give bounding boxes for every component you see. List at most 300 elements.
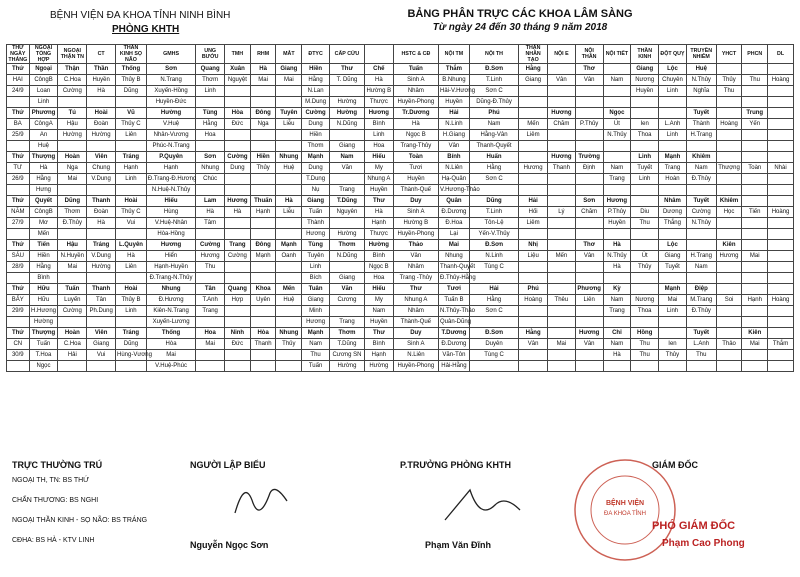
table-cell: Huyền	[603, 218, 631, 229]
table-cell: M.Dung	[302, 97, 330, 108]
table-cell: Hiếu	[364, 284, 393, 295]
table-cell: Vui	[87, 350, 116, 361]
table-cell: Hiển	[146, 251, 195, 262]
table-cell	[768, 119, 794, 130]
column-header: THẦN KINH SỌ NÃO	[116, 45, 147, 64]
table-cell: Nương	[631, 75, 659, 86]
table-cell: Vân	[519, 339, 548, 350]
table-cell: Thứ	[7, 196, 30, 207]
table-cell: Dũng	[58, 196, 87, 207]
table-cell	[575, 185, 603, 196]
table-cell	[276, 97, 302, 108]
table-cell: Tân	[196, 284, 225, 295]
table-cell: Liên	[116, 130, 147, 141]
table-cell: Dũng	[469, 196, 518, 207]
table-cell	[58, 317, 87, 328]
table-cell	[631, 185, 659, 196]
table-cell: Hải	[58, 350, 87, 361]
table-cell: V.Huệ-Phúc	[146, 361, 195, 372]
table-cell: Linh	[116, 306, 147, 317]
on-call-line: NGOẠI TH, TN: BS THỨ	[12, 477, 90, 484]
table-cell: Hải-V.Hương	[438, 86, 469, 97]
table-cell: Thủy C	[116, 207, 147, 218]
table-cell: Tùng C	[469, 350, 518, 361]
table-cell: Mai	[196, 339, 225, 350]
table-cell: L.Anh	[686, 339, 716, 350]
table-cell: Bính	[438, 152, 469, 163]
table-cell	[575, 350, 603, 361]
table-cell: P.Thủy	[603, 207, 631, 218]
table-cell: Thống	[116, 64, 147, 75]
table-cell: Chúc	[196, 174, 225, 185]
table-cell: Giang	[276, 64, 302, 75]
table-cell: Điệp	[686, 284, 716, 295]
table-cell	[87, 141, 116, 152]
table-cell	[603, 229, 631, 240]
table-cell	[548, 97, 576, 108]
table-cell: My	[364, 295, 393, 306]
table-cell: Vân	[575, 251, 603, 262]
table-cell: Giang	[302, 196, 330, 207]
table-cell	[469, 361, 518, 372]
table-cell: Chuyên	[659, 75, 687, 86]
table-cell: Nam	[603, 75, 631, 86]
table-cell: Hiếu	[364, 152, 393, 163]
table-cell	[250, 306, 276, 317]
table-cell: Cường	[225, 152, 251, 163]
table-cell: Linh	[364, 130, 393, 141]
table-cell	[519, 229, 548, 240]
table-cell: Kỳ	[603, 284, 631, 295]
table-cell: Thắm	[438, 64, 469, 75]
table-cell: Nguyên	[329, 207, 364, 218]
table-cell: Bình	[364, 339, 393, 350]
table-cell: Linh	[659, 306, 687, 317]
table-cell: BA	[7, 119, 30, 130]
table-cell: Khiêm	[716, 196, 742, 207]
table-cell	[768, 262, 794, 273]
table-cell: Hường	[29, 317, 58, 328]
table-cell	[276, 218, 302, 229]
table-cell: Tuấn	[302, 361, 330, 372]
table-cell	[548, 185, 576, 196]
table-cell	[250, 130, 276, 141]
table-cell: L.Anh	[659, 119, 687, 130]
table-cell: Tuấn	[29, 339, 58, 350]
table-cell	[276, 273, 302, 284]
table-cell	[276, 141, 302, 152]
table-cell: Đức	[225, 119, 251, 130]
table-cell: Mai	[742, 251, 768, 262]
schedule-title: BẢNG PHÂN TRỰC CÁC KHOA LÂM SÀNG	[407, 8, 633, 20]
table-cell: Thủy C	[116, 119, 147, 130]
vice-director-role: PHÓ GIÁM ĐỐC	[652, 520, 736, 532]
table-cell: Nam	[469, 119, 518, 130]
table-cell	[603, 141, 631, 152]
table-cell: Mạnh	[250, 251, 276, 262]
table-cell: Thứ	[7, 108, 30, 119]
table-cell: Quang	[225, 284, 251, 295]
table-cell	[768, 328, 794, 339]
table-cell: Dũng	[116, 339, 147, 350]
table-cell: Huyền-Phong	[393, 97, 438, 108]
column-header: NGOẠI THẬN TN	[58, 45, 87, 64]
table-cell	[742, 152, 768, 163]
table-cell: Hằng	[469, 295, 518, 306]
table-cell: Nhung	[438, 251, 469, 262]
table-cell: Thủy B	[116, 75, 147, 86]
table-cell: Yến	[742, 119, 768, 130]
table-cell	[87, 273, 116, 284]
table-cell: Hằng	[302, 75, 330, 86]
table-row	[7, 207, 794, 218]
svg-text:ĐA KHOA TỈNH: ĐA KHOA TỈNH	[604, 511, 646, 517]
table-cell	[87, 185, 116, 196]
column-header: TMH	[225, 45, 251, 64]
table-cell: Hùng-Vương	[116, 350, 147, 361]
table-cell: Huấn	[469, 152, 518, 163]
table-cell: Ien	[659, 339, 687, 350]
table-cell: Hợp	[225, 295, 251, 306]
table-cell: Thủy B	[116, 295, 147, 306]
table-cell	[686, 240, 716, 251]
table-cell: Nhâm	[659, 196, 687, 207]
column-header: GMHS	[146, 45, 195, 64]
table-cell	[276, 317, 302, 328]
table-cell	[250, 86, 276, 97]
table-cell: Cường	[686, 207, 716, 218]
table-row	[7, 108, 794, 119]
deputy-head-title: P.TRƯỞNG PHÒNG KHTH	[400, 460, 511, 470]
column-header: ĐỘT QUỴ	[659, 45, 687, 64]
table-cell	[631, 229, 659, 240]
table-cell: Hương	[302, 229, 330, 240]
table-cell: Thơm	[302, 141, 330, 152]
table-cell	[519, 317, 548, 328]
table-cell: Xuyến-Hồng	[146, 86, 195, 97]
table-cell: Nam	[302, 339, 330, 350]
table-cell	[196, 317, 225, 328]
table-cell	[716, 306, 742, 317]
table-cell: Vân	[438, 141, 469, 152]
table-cell: Thu	[302, 350, 330, 361]
column-header: NỘI TM	[438, 45, 469, 64]
table-cell: Hường	[329, 108, 364, 119]
table-cell	[250, 229, 276, 240]
table-cell: Tuyết	[686, 328, 716, 339]
table-cell: Dung	[302, 119, 330, 130]
table-row	[7, 361, 794, 372]
table-cell	[196, 141, 225, 152]
table-cell: Đ.Hoa	[438, 218, 469, 229]
table-cell: N.Dũng	[329, 119, 364, 130]
table-cell	[575, 317, 603, 328]
table-cell: Thu	[631, 218, 659, 229]
table-cell: Toàn	[393, 152, 438, 163]
table-cell	[469, 273, 518, 284]
table-cell: Hữu	[29, 284, 58, 295]
table-cell: Học	[716, 207, 742, 218]
column-header: UNG BƯỚU	[196, 45, 225, 64]
table-cell: Thu	[742, 75, 768, 86]
table-cell	[742, 218, 768, 229]
table-cell: Thơm	[196, 75, 225, 86]
table-cell	[768, 284, 794, 295]
table-cell: Huyền	[364, 317, 393, 328]
table-cell	[329, 306, 364, 317]
table-cell	[58, 229, 87, 240]
table-cell: Liêm	[519, 130, 548, 141]
document-footer	[0, 455, 800, 577]
table-cell	[329, 130, 364, 141]
table-row	[7, 86, 794, 97]
table-cell: H.Hương	[29, 306, 58, 317]
table-cell	[196, 361, 225, 372]
table-cell: Hường	[364, 240, 393, 251]
table-cell: Chăm	[548, 119, 576, 130]
table-cell: Liêm	[519, 218, 548, 229]
table-cell: Phú	[469, 108, 518, 119]
table-cell: 29/9	[7, 306, 30, 317]
table-cell: Hà	[603, 350, 631, 361]
table-cell: Dũng	[116, 86, 147, 97]
table-cell: Tuyết	[686, 108, 716, 119]
table-cell	[603, 361, 631, 372]
table-cell: Mến	[29, 229, 58, 240]
table-cell: Chỉ	[603, 328, 631, 339]
table-cell	[116, 361, 147, 372]
table-cell: Giang	[87, 339, 116, 350]
table-cell: Duy	[393, 196, 438, 207]
table-cell: Ngọc B	[364, 262, 393, 273]
table-cell	[196, 97, 225, 108]
table-cell: Thứ	[7, 152, 30, 163]
table-cell: Thứ	[7, 64, 30, 75]
table-cell: Hải	[469, 284, 518, 295]
table-cell	[659, 317, 687, 328]
table-cell	[519, 262, 548, 273]
table-cell	[548, 130, 576, 141]
table-cell: T.Dương	[438, 328, 469, 339]
table-cell	[768, 152, 794, 163]
table-cell	[116, 317, 147, 328]
table-cell	[548, 229, 576, 240]
table-cell: Viên	[87, 328, 116, 339]
table-cell: Thượng	[29, 328, 58, 339]
table-cell: Thượng	[716, 163, 742, 174]
table-cell: Tuyên	[302, 251, 330, 262]
table-cell: Liễu	[276, 207, 302, 218]
table-cell	[575, 130, 603, 141]
table-cell: N.Liên	[438, 163, 469, 174]
table-cell: Nhân-Vương	[146, 130, 195, 141]
table-cell	[58, 361, 87, 372]
table-cell: N.Thủy	[603, 130, 631, 141]
table-cell: Trang-Thủy	[393, 141, 438, 152]
table-cell: Thanh	[250, 339, 276, 350]
table-cell: Hà	[250, 64, 276, 75]
table-cell: Bình	[29, 273, 58, 284]
table-cell	[329, 174, 364, 185]
table-cell	[631, 196, 659, 207]
table-cell: Hà	[196, 207, 225, 218]
table-cell	[7, 97, 30, 108]
table-cell	[196, 229, 225, 240]
table-cell: Cương SN	[329, 350, 364, 361]
table-cell: Đông	[250, 240, 276, 251]
table-cell: Định	[575, 163, 603, 174]
table-cell	[250, 97, 276, 108]
table-cell: Linh	[196, 86, 225, 97]
column-header: MẮT	[276, 45, 302, 64]
table-cell: Mạnh	[659, 284, 687, 295]
table-cell: Giang	[329, 141, 364, 152]
table-cell	[250, 361, 276, 372]
table-cell: Hương	[603, 196, 631, 207]
table-cell: Khiêm	[686, 152, 716, 163]
table-cell: Quân	[438, 196, 469, 207]
table-cell: Hiền	[302, 64, 330, 75]
table-cell	[742, 196, 768, 207]
table-cell: Hoàng	[716, 119, 742, 130]
table-cell	[519, 97, 548, 108]
table-row	[7, 130, 794, 141]
table-cell: Hoàn	[58, 152, 87, 163]
table-cell	[7, 361, 30, 372]
table-cell: Nhâm	[393, 262, 438, 273]
table-cell	[768, 350, 794, 361]
table-cell: Đ.Thủy-Hằng	[438, 273, 469, 284]
table-cell	[519, 86, 548, 97]
table-cell: Hương	[548, 152, 576, 163]
table-cell: T.Linh	[469, 75, 518, 86]
table-cell: Linh	[659, 86, 687, 97]
table-cell	[225, 174, 251, 185]
column-header	[364, 45, 393, 64]
table-cell	[225, 262, 251, 273]
schedule-subtitle: Từ ngày 24 đến 30 tháng 9 năm 2018	[432, 22, 608, 33]
table-cell: Nhung	[276, 328, 302, 339]
table-row	[7, 196, 794, 207]
table-cell: Nga	[58, 163, 87, 174]
table-cell	[716, 350, 742, 361]
table-cell: Luyến	[58, 295, 87, 306]
table-cell	[742, 284, 768, 295]
table-cell	[768, 174, 794, 185]
column-header: RHM	[250, 45, 276, 64]
column-header: NỘI E	[548, 45, 576, 64]
column-header: NGOẠI TỔNG HỢP	[29, 45, 58, 64]
table-cell: Đ.Hương	[146, 295, 195, 306]
table-cell: Cường	[58, 86, 87, 97]
column-header: CT	[87, 45, 116, 64]
table-cell: N.Thủy-Thảo	[438, 306, 469, 317]
table-cell: CôngA	[29, 119, 58, 130]
table-cell: Lộc	[659, 240, 687, 251]
table-row	[7, 262, 794, 273]
table-cell: Thược	[364, 229, 393, 240]
table-cell: Tùng	[302, 240, 330, 251]
table-cell	[659, 141, 687, 152]
table-cell	[575, 262, 603, 273]
table-cell: Hằng	[519, 64, 548, 75]
deputy-head-name: Phạm Văn Đĩnh	[425, 540, 492, 550]
table-cell: Mai	[438, 240, 469, 251]
table-cell: Tuân	[302, 284, 330, 295]
table-cell: Hiền	[250, 152, 276, 163]
table-cell: Nam	[603, 295, 631, 306]
table-cell: Hoàng	[519, 295, 548, 306]
table-cell: Thảo	[393, 240, 438, 251]
table-cell: Út	[631, 251, 659, 262]
table-cell: Thơ	[575, 64, 603, 75]
table-cell	[631, 273, 659, 284]
table-cell: Chế	[364, 64, 393, 75]
table-cell: Huyền	[364, 185, 393, 196]
table-cell	[768, 218, 794, 229]
table-cell: Tuyên	[276, 108, 302, 119]
table-cell: Kiên-N.Trang	[146, 306, 195, 317]
table-cell: Hoài	[116, 284, 147, 295]
table-cell: Mai	[146, 350, 195, 361]
table-cell: Tuyết	[659, 262, 687, 273]
table-row	[7, 284, 794, 295]
table-cell: Giang	[519, 75, 548, 86]
table-cell: Hiền	[302, 130, 330, 141]
preparer-signature	[225, 473, 295, 528]
table-cell	[276, 86, 302, 97]
table-cell	[742, 174, 768, 185]
table-cell: Nhung	[196, 163, 225, 174]
table-cell: Tuyết	[631, 163, 659, 174]
table-cell: Thuấn	[250, 196, 276, 207]
table-cell: Xuân	[225, 64, 251, 75]
table-row	[7, 174, 794, 185]
table-cell	[716, 174, 742, 185]
table-cell: Nam	[329, 152, 364, 163]
duty-schedule-table	[6, 44, 794, 372]
table-cell: Đ.Dương	[438, 207, 469, 218]
table-cell: Thu	[631, 350, 659, 361]
table-cell: Sơn	[196, 152, 225, 163]
table-cell	[7, 273, 30, 284]
table-cell: Dung	[302, 163, 330, 174]
table-cell: Thu	[686, 350, 716, 361]
table-cell: N.Lan	[302, 86, 330, 97]
table-cell: Mai	[659, 295, 687, 306]
table-cell	[250, 262, 276, 273]
table-cell	[225, 361, 251, 372]
table-cell	[768, 306, 794, 317]
table-cell: Hà	[364, 207, 393, 218]
table-cell: Hữu	[29, 295, 58, 306]
table-cell	[276, 361, 302, 372]
deputy-head-signature	[440, 480, 530, 530]
director-title: GIÁM ĐỐC	[652, 460, 698, 470]
table-cell	[631, 108, 659, 119]
table-cell: Thanh-Quyết	[469, 141, 518, 152]
table-cell	[548, 284, 576, 295]
table-cell: Hường	[58, 130, 87, 141]
table-cell	[603, 152, 631, 163]
table-cell: H.Giang	[438, 130, 469, 141]
table-cell	[716, 328, 742, 339]
table-cell	[575, 361, 603, 372]
table-cell: Lam	[196, 196, 225, 207]
table-cell	[548, 64, 576, 75]
table-cell	[742, 306, 768, 317]
table-cell: Đ.Thủy	[686, 306, 716, 317]
